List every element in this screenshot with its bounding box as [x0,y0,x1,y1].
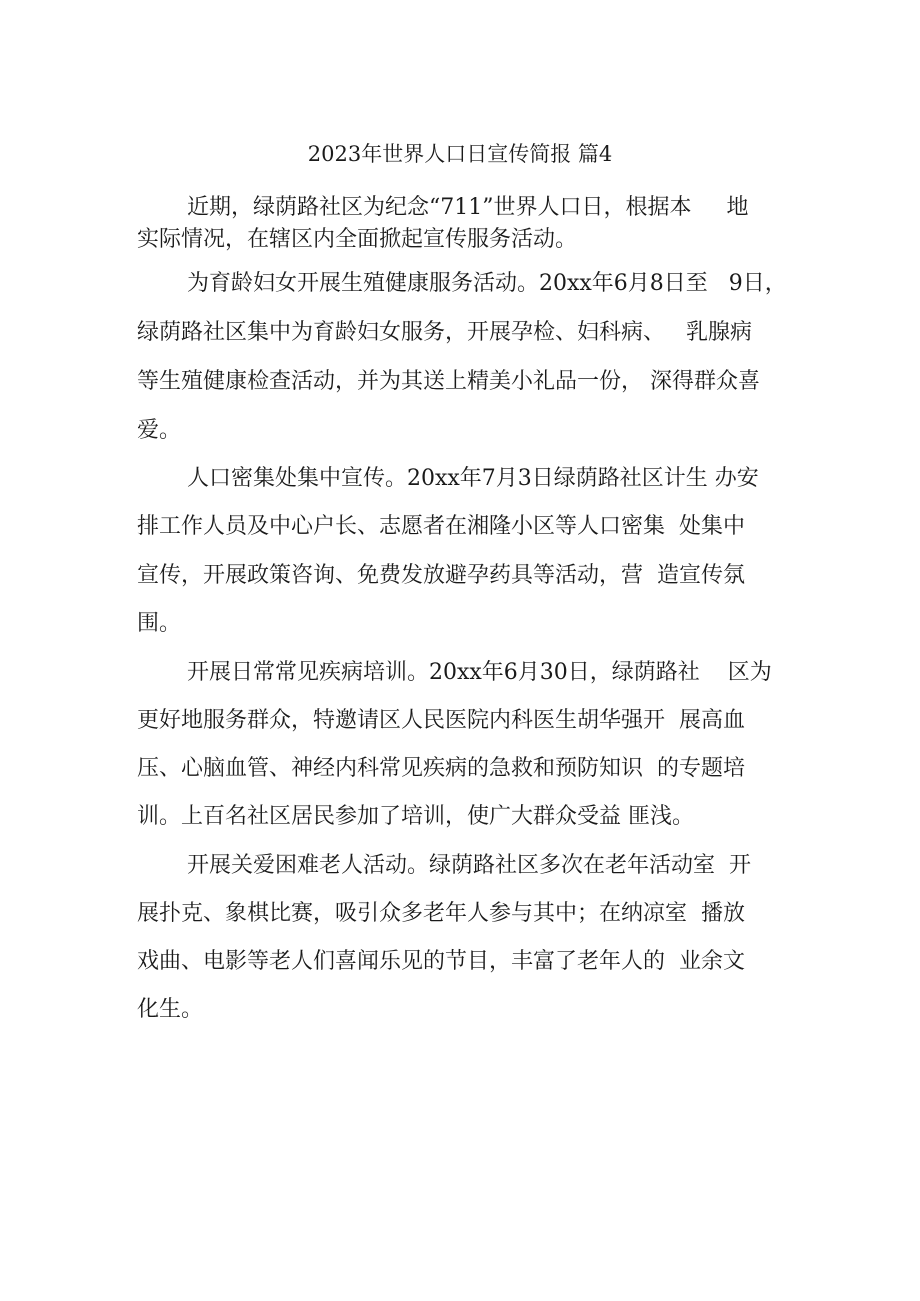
paragraph-2-line-4: 爱。 [137,418,182,443]
paragraph-5-line-1: 开展关爱困难老人活动。绿荫路社区多次在老年活动室 开 [187,853,751,878]
paragraph-2-line-2: 绿荫路社区集中为育龄妇女服务，开展孕检、妇科病、 乳腺病 [137,320,752,345]
paragraph-4-line-3: 压、心脑血管、神经内科常见疾病的急救和预防知识 的专题培 [137,756,745,781]
paragraph-5-line-2: 展扑克、象棋比赛，吸引众多老年人参与其中；在纳凉室 播放 [137,901,745,926]
paragraph-3-line-1: 人口密集处集中宣传。20xx年7月3日绿荫路社区计生 办安 [187,466,759,491]
paragraph-4-line-1: 开展日常常见疾病培训。20xx年6月30日，绿荫路社 区为 [187,660,772,685]
paragraph-5-line-3: 戏曲、电影等老人们喜闻乐见的节目，丰富了老年人的 业余文 [137,949,745,974]
paragraph-2-line-1: 为育龄妇女开展生殖健康服务活动。20xx年6月8日至 9日， [187,271,787,296]
paragraph-1-line-1: 近期，绿荫路社区为纪念“711”世界人口日，根据本 地 [187,195,749,220]
paragraph-1-line-2: 实际情况，在辖区内全面掀起宣传服务活动。 [137,227,578,252]
paragraph-3-line-4: 围。 [137,611,182,636]
paragraph-2-line-3: 等生殖健康检查活动，并为其送上精美小礼品一份， 深得群众喜 [137,369,760,394]
paragraph-3-line-2: 排工作人员及中心户长、志愿者在湘隆小区等人口密集 处集中 [137,514,745,539]
paragraph-5-line-4: 化生。 [137,997,204,1022]
paragraph-4-line-4: 训。上百名社区居民参加了培训，使广大群众受益 匪浅。 [137,804,694,829]
paragraph-3-line-3: 宣传，开展政策咨询、免费发放避孕药具等活动，营 造宣传氛 [137,563,745,588]
document-title: 2023年世界人口日宣传简报 篇4 [307,142,613,166]
paragraph-4-line-2: 更好地服务群众，特邀请区人民医院内科医生胡华强开 展高血 [137,708,745,733]
